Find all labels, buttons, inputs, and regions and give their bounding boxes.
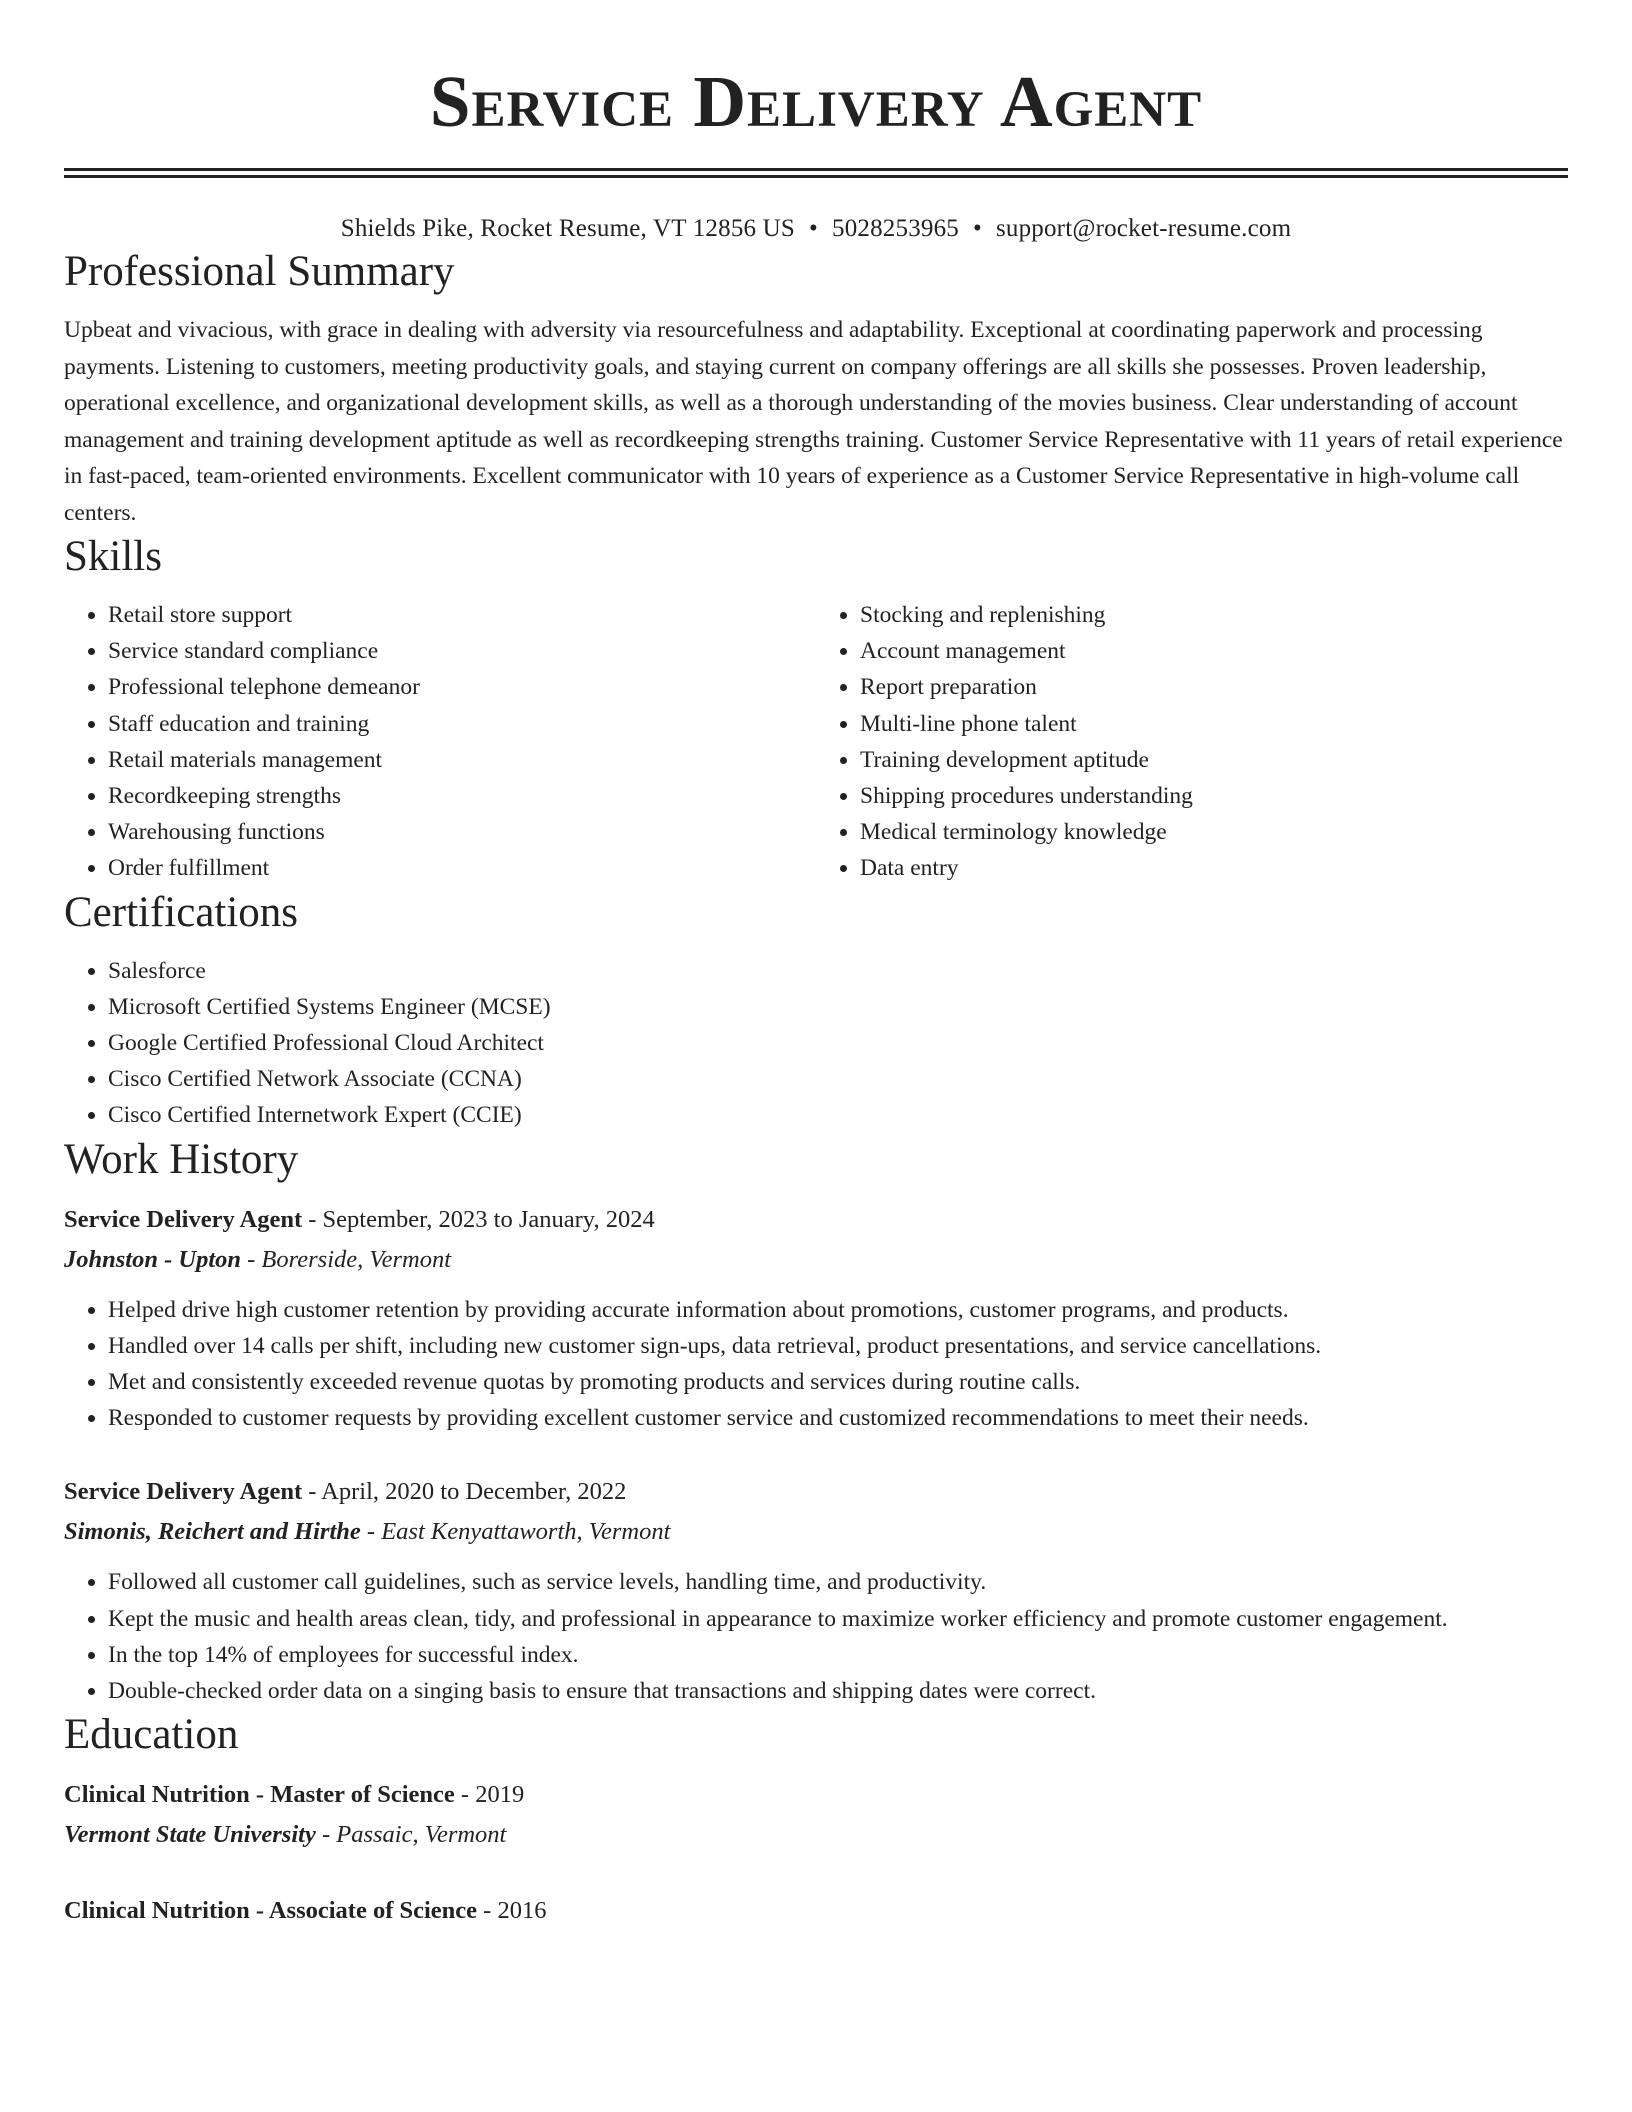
job-title-line [64, 1200, 1568, 1240]
contact-phone: 5028253965 [832, 215, 959, 242]
skills-list-right [816, 597, 1568, 887]
certifications-list [64, 953, 1568, 1134]
certification-item: • Salesforce [108, 953, 1568, 989]
work-history-heading: Work History [64, 1135, 299, 1183]
skill-item: • Report preparation [860, 669, 1568, 705]
skill-item: • Service standard compliance [108, 633, 816, 669]
contact-separator: • [809, 215, 818, 242]
job-entry [64, 1200, 1568, 1437]
header-double-rule [64, 168, 1568, 178]
job-bullet: • Followed all customer call guidelines, such as service levels, handling time, and productivity. [108, 1564, 1568, 1600]
skills-list-left [64, 597, 816, 887]
job-company: Simonis, Reichert and Hirthe [64, 1518, 361, 1546]
job-bullet: • Double-checked order data on a singing basis to ensure that transactions and shipping dates were correct. [108, 1673, 1568, 1709]
job-entry [64, 1472, 1568, 1709]
skill-item: • Staff education and training [108, 706, 816, 742]
education-year: - 2016 [477, 1897, 547, 1925]
certification-item: • Cisco Certified Internetwork Expert (CCIE) [108, 1097, 1568, 1133]
job-company-line [64, 1240, 1568, 1280]
certification-item: • Google Certified Professional Cloud Architect [108, 1025, 1568, 1061]
education-school: Vermont State University [64, 1821, 316, 1849]
job-bullet: • Met and consistently exceeded revenue quotas by promoting products and services during routine calls. [108, 1364, 1568, 1400]
job-location: - East Kenyattaworth, Vermont [360, 1518, 671, 1546]
contact-email: support@rocket-resume.com [995, 215, 1292, 242]
skill-item: • Recordkeeping strengths [108, 778, 816, 814]
job-bullet: • Helped drive high customer retention by providing accurate information about promotions, customer programs, and products. [108, 1292, 1568, 1328]
job-bullets [64, 1292, 1568, 1437]
skill-item: • Training development aptitude [860, 742, 1568, 778]
job-bullets [64, 1564, 1568, 1709]
job-location: - Borerside, Vermont [241, 1245, 452, 1273]
certification-item: • Microsoft Certified Systems Engineer (MCSE) [108, 989, 1568, 1025]
education-entry [64, 1891, 1568, 1931]
job-dates: - April, 2020 to December, 2022 [302, 1478, 627, 1506]
skills-heading: Skills [64, 533, 162, 580]
job-bullet: • In the top 14% of employees for successful index. [108, 1637, 1568, 1673]
job-company: Johnston - Upton [64, 1245, 242, 1273]
job-bullet: • Handled over 14 calls per shift, including new customer sign-ups, data retrieval, product presentations, and service cancellations. [108, 1328, 1568, 1364]
job-title-line [64, 1472, 1568, 1512]
education-heading: Education [64, 1711, 239, 1759]
education-year: - 2019 [454, 1781, 525, 1809]
skill-item: • Medical terminology knowledge [860, 814, 1568, 850]
education-degree: Clinical Nutrition - Master of Science [64, 1781, 455, 1809]
skills-columns [64, 597, 1568, 887]
job-company-line [64, 1512, 1568, 1552]
job-dates: - September, 2023 to January, 2024 [302, 1205, 655, 1233]
skill-item: • Account management [860, 633, 1568, 669]
education-degree-line [64, 1775, 1568, 1815]
job-bullet: • Responded to customer requests by providing excellent customer service and customized recommendations to meet their needs. [108, 1400, 1568, 1436]
summary-text: Upbeat and vivacious, with grace in dealing with adversity via resourcefulness and adaptability. Exceptional at coordinating paperwork and processing payments. Listening to customers, meeting productivity goals, and staying current on company offerings are all skills she possesses. Proven leadership, operational excellence, and organizational development skills, as well as a thorough understanding of the movies business. Clear understanding of account management and training development aptitude as well as recordkeeping strengths training. Customer Service Representative with 11 years of retail experience in fast-paced, team-oriented environments. Excellent communicator with 10 years of experience as a Customer Service Representative in high-volume call centers. [64, 317, 1563, 526]
job-position: Service Delivery Agent [64, 1478, 303, 1506]
skill-item: • Retail materials management [108, 742, 816, 778]
skill-item: • Shipping procedures understanding [860, 778, 1568, 814]
contact-separator: • [973, 215, 982, 242]
job-bullet: • Kept the music and health areas clean, tidy, and professional in appearance to maximize worker efficiency and promote customer engagement. [108, 1601, 1568, 1637]
skill-item: • Retail store support [108, 597, 816, 633]
education-entry [64, 1775, 1568, 1855]
education-school-line [64, 1815, 1568, 1855]
skill-item: • Stocking and replenishing [860, 597, 1568, 633]
summary-heading: Professional Summary [64, 248, 455, 295]
skill-item: • Data entry [860, 850, 1568, 886]
education-degree-line [64, 1891, 1568, 1931]
contact-address: Shields Pike, Rocket Resume, VT 12856 US [340, 215, 796, 242]
certifications-heading: Certifications [64, 888, 299, 936]
skill-item: • Warehousing functions [108, 814, 816, 850]
skill-item: • Professional telephone demeanor [108, 669, 816, 705]
candidate-title: Service Delivery Agent [429, 61, 1203, 142]
skill-item: • Order fulfillment [108, 850, 816, 886]
job-position: Service Delivery Agent [64, 1205, 303, 1233]
education-degree: Clinical Nutrition - Associate of Science [64, 1897, 478, 1925]
education-location: - Passaic, Vermont [315, 1821, 507, 1849]
skill-item: • Multi-line phone talent [860, 706, 1568, 742]
certification-item: • Cisco Certified Network Associate (CCNA) [108, 1061, 1568, 1097]
contact-line [64, 212, 1568, 246]
